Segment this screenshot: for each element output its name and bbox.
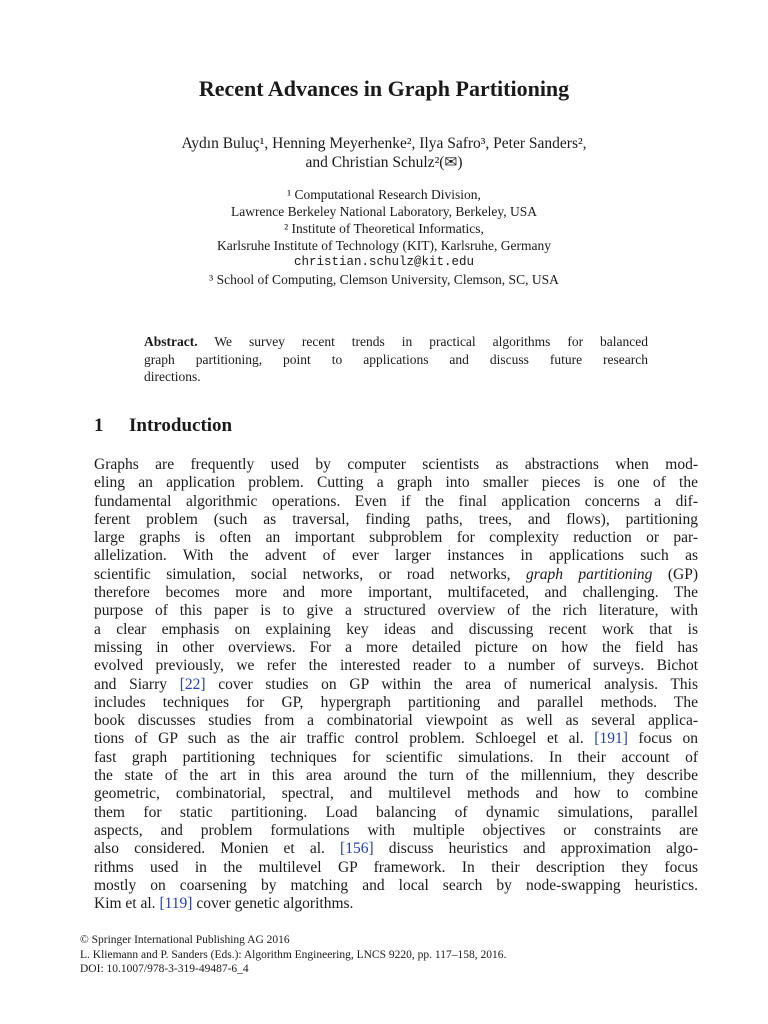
body-line: aspects, and problem formulations with multiple objectives or constraints are — [94, 821, 698, 839]
contact-email: christian.schulz@kit.edu — [293, 255, 475, 269]
citation-link[interactable]: [119] — [159, 895, 193, 913]
body-line: Kim et al. [119] cover genetic algorithms. — [94, 895, 354, 913]
body-line: Graphs are frequently used by computer scientists as abstractions when mod- — [94, 456, 698, 473]
citation-link[interactable]: [156] — [340, 840, 374, 858]
body-line: them for static partitioning. Load balancing of dynamic simulations, parallel — [94, 803, 698, 821]
author-list — [0, 134, 768, 172]
body-line: therefore becomes more and more important, multifaceted, and challenging. The — [94, 584, 698, 602]
body-line: rithms used in the multilevel GP framework. In their description they focus — [94, 858, 698, 876]
body-line: geometric, combinatorial, spectral, and multilevel methods and how to combine — [94, 785, 698, 803]
author-line-2: and Christian Schulz²(✉) — [305, 154, 463, 171]
body-line: scientific simulation, social networks, or road networks, graph partitioning (GP) — [94, 565, 698, 583]
citation-line: L. Kliemann and P. Sanders (Eds.): Algorithm Engineering, LNCS 9220, pp. 117–158, 2016. — [80, 948, 507, 961]
intro-body — [94, 456, 698, 913]
abstract-text: graph partitioning, point to applications and discuss future research — [144, 351, 648, 367]
affiliations — [0, 186, 768, 288]
emphasized-term: graph partitioning — [525, 565, 653, 583]
abstract-text: directions. — [144, 369, 201, 384]
affiliation-line: Lawrence Berkeley National Laboratory, Berkeley, USA — [231, 204, 537, 219]
section-number: 1 — [94, 415, 104, 436]
body-line: a clear emphasis on explaining key ideas and discussing recent work that is — [94, 620, 698, 638]
copyright-line: © Springer International Publishing AG 2016 — [80, 934, 290, 946]
abstract-label: Abstract. — [144, 334, 198, 349]
body-line: allelization. With the advent of ever larger instances in applications such as — [94, 547, 698, 565]
body-line: eling an application problem. Cutting a graph into smaller pieces is one of the — [94, 474, 698, 492]
publication-footer — [80, 933, 700, 977]
body-line: mostly on coarsening by matching and local search by node-swapping heuristics. — [94, 876, 698, 894]
body-line: tions of GP such as the air traffic control problem. Schloegel et al. [191] focus on — [94, 730, 699, 748]
citation-link[interactable]: [22] — [179, 675, 206, 693]
body-line: fast graph partitioning techniques for scientific simulations. In their account of — [94, 748, 698, 766]
body-line: fundamental algorithmic operations. Even if the final application concerns a dif- — [94, 492, 698, 510]
body-line: evolved previously, we refer the interested reader to a number of surveys. Bichot — [94, 657, 698, 675]
body-line: purpose of this paper is to give a structured overview of the rich literature, with — [94, 602, 698, 620]
body-line: and Siarry [22] cover studies on GP within the area of numerical analysis. This — [94, 675, 698, 693]
abstract-text: We survey recent trends in practical algorithms for balanced — [197, 334, 648, 349]
affiliation-line: Karlsruhe Institute of Technology (KIT), Karlsruhe, Germany — [217, 238, 551, 253]
section-title: Introduction — [129, 415, 233, 436]
body-line: also considered. Monien et al. [156] discuss heuristics and approximation algo- — [94, 840, 698, 858]
body-line: missing in other overviews. For a more detailed picture on how the field has — [94, 638, 698, 656]
doi-line: DOI: 10.1007/978-3-319-49487-6_4 — [80, 963, 249, 975]
body-line: book discusses studies from a combinatorial viewpoint as well as several applica- — [94, 712, 698, 730]
affiliation-line: ² Institute of Theoretical Informatics, — [284, 221, 484, 236]
body-line: the state of the art in this area around the turn of the millennium, they describe — [94, 767, 698, 785]
abstract — [144, 333, 648, 386]
affiliation-line: ³ School of Computing, Clemson University, Clemson, SC, USA — [209, 272, 559, 287]
body-line: includes techniques for GP, hypergraph partitioning and parallel methods. The — [94, 693, 698, 711]
paper-title: Recent Advances in Graph Partitioning — [198, 76, 570, 101]
citation-link[interactable]: [191] — [594, 730, 628, 748]
author-line-1: Aydın Buluç¹, Henning Meyerhenke², Ilya Safro³, Peter Sanders², — [181, 135, 587, 152]
body-line: ferent problem (such as traversal, finding paths, trees, and flows), partitioning — [94, 510, 698, 528]
affiliation-line: ¹ Computational Research Division, — [287, 187, 481, 202]
section-heading — [94, 415, 232, 437]
body-line: large graphs is often an important subproblem for complexity reduction or par- — [94, 529, 698, 547]
